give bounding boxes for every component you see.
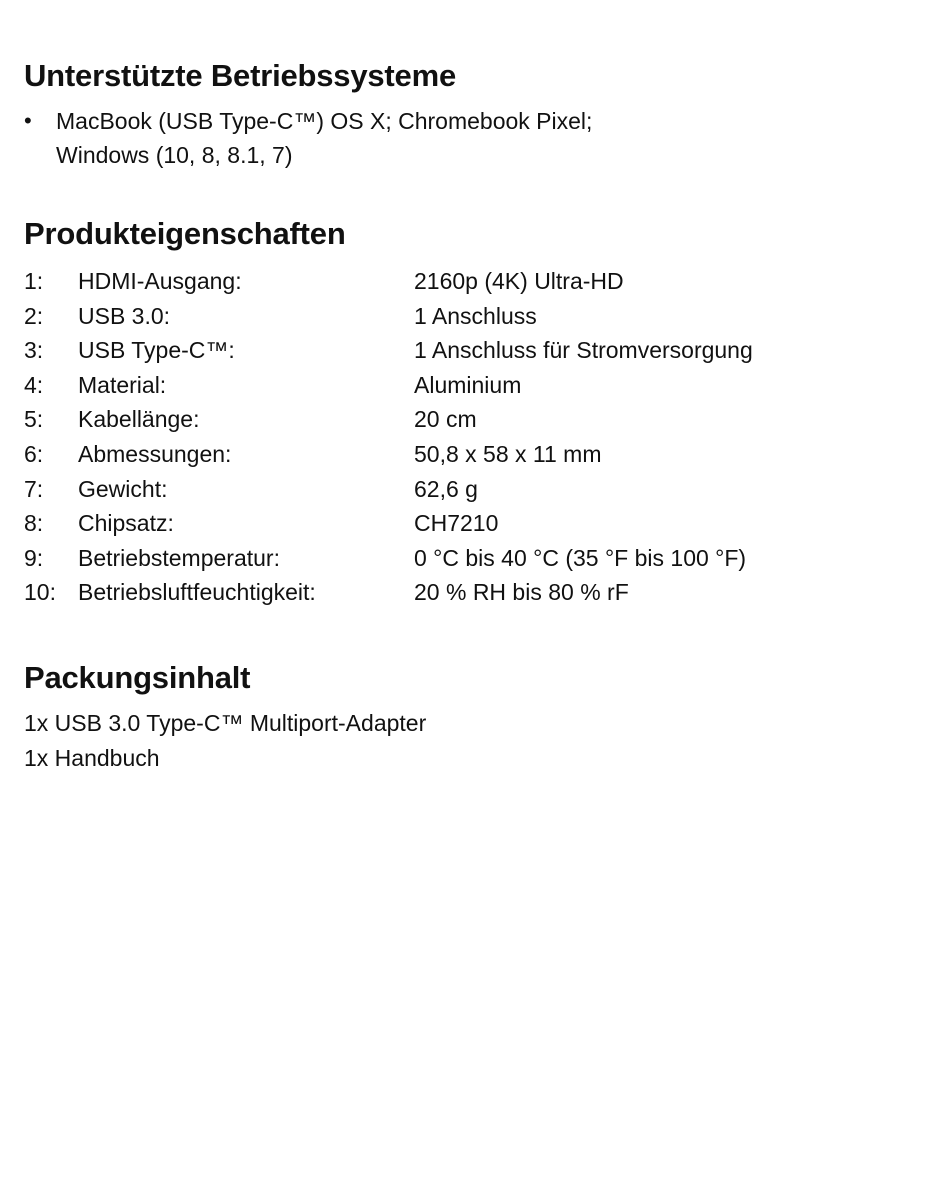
feature-value: 20 cm xyxy=(414,406,477,433)
feature-value: CH7210 xyxy=(414,510,499,537)
feature-row xyxy=(24,506,924,541)
feature-value: 50,8 x 58 x 11 mm xyxy=(414,440,602,467)
feature-row xyxy=(24,575,924,610)
os-bullet-item xyxy=(24,104,924,172)
feature-value: 2160p (4K) Ultra-HD xyxy=(414,268,624,294)
product-features-heading: Produkteigenschaften xyxy=(24,216,346,251)
package-contents-section xyxy=(24,658,924,776)
feature-label: Gewicht: xyxy=(78,475,168,502)
feature-number: 2: xyxy=(24,302,44,329)
supported-os-section xyxy=(24,56,924,172)
bullet-icon: • xyxy=(24,108,32,133)
feature-label: Material: xyxy=(78,371,167,398)
os-line-2: Windows (10, 8, 8.1, 7) xyxy=(56,142,293,168)
feature-value: 0 °C bis 40 °C (35 °F bis 100 °F) xyxy=(414,544,747,571)
feature-number: 3: xyxy=(24,337,44,364)
product-features-section xyxy=(24,214,924,610)
package-contents-heading: Packungsinhalt xyxy=(24,659,251,695)
feature-number: 6: xyxy=(24,440,44,467)
feature-label: Abmessungen: xyxy=(78,440,232,467)
feature-number: 7: xyxy=(24,475,44,502)
feature-row xyxy=(24,368,924,403)
feature-row xyxy=(24,437,924,472)
feature-label: Kabellänge: xyxy=(78,406,200,433)
feature-number: 9: xyxy=(24,544,44,571)
feature-row xyxy=(24,333,924,368)
feature-label: Chipsatz: xyxy=(78,510,174,537)
feature-label: Betriebstemperatur: xyxy=(78,544,280,571)
document-page xyxy=(24,56,924,776)
feature-number: 4: xyxy=(24,371,44,398)
features-table xyxy=(24,264,924,610)
feature-row xyxy=(24,402,924,437)
feature-value: 1 Anschluss xyxy=(414,302,537,329)
feature-number: 5: xyxy=(24,406,44,433)
feature-row xyxy=(24,299,924,334)
feature-value: 62,6 g xyxy=(414,475,478,502)
feature-label: USB Type-C™: xyxy=(78,337,235,364)
feature-number: 8: xyxy=(24,510,44,537)
feature-label: USB 3.0: xyxy=(78,302,171,329)
os-bullet-text xyxy=(56,104,924,172)
feature-value: 1 Anschluss für Stromversorgung xyxy=(414,337,753,364)
feature-label: HDMI-Ausgang: xyxy=(78,268,242,294)
feature-row xyxy=(24,264,924,299)
feature-number: 10: xyxy=(24,579,56,606)
package-item: 1x USB 3.0 Type-C™ Multiport-Adapter xyxy=(24,709,427,736)
feature-row xyxy=(24,541,924,576)
feature-row xyxy=(24,472,924,507)
supported-os-heading: Unterstützte Betriebssysteme xyxy=(24,58,456,93)
package-item: 1x Handbuch xyxy=(24,744,160,771)
feature-value: 20 % RH bis 80 % rF xyxy=(414,579,629,606)
feature-number: 1: xyxy=(24,268,44,294)
os-line-1: MacBook (USB Type-C™) OS X; Chromebook Pixel; xyxy=(56,108,593,134)
feature-value: Aluminium xyxy=(414,371,522,398)
feature-label: Betriebsluftfeuchtigkeit: xyxy=(78,579,316,606)
